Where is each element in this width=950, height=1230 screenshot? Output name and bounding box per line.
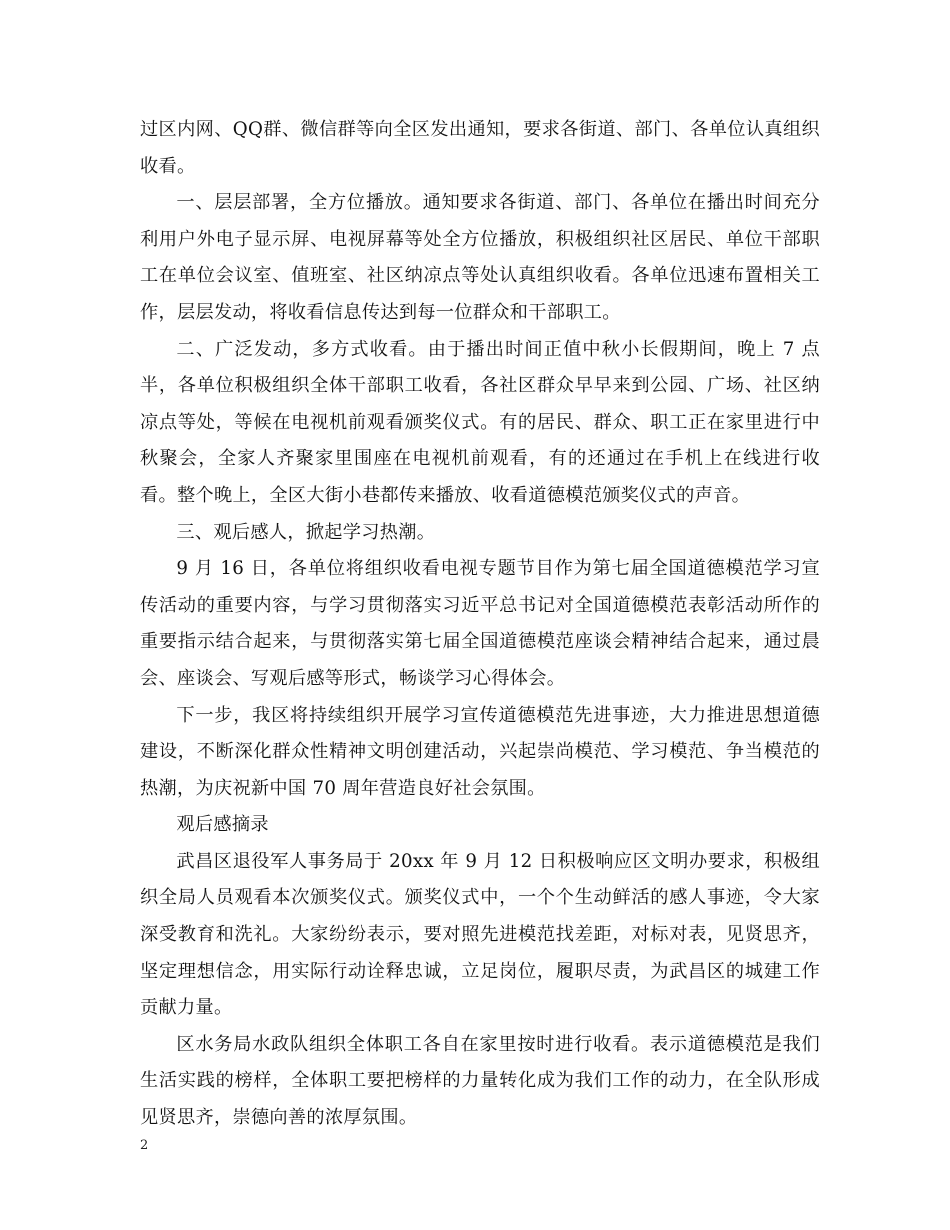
body-paragraph: 二、广泛发动，多方式收看。由于播出时间正值中秋小长假期间，晚上 7 点半，各单位积极组织全体干部职工收看，各社区群众早早来到公园、广场、社区纳凉点等处，等候在电视机前观看颁奖仪式。有的居民、群众、职工正在家里进行中秋聚会，全家人齐聚家里围座在电视机前观看，有的还通过在手机上在线进行收看。整个晚上，全区大街小巷都传来播放、收看道德模范颁奖仪式的声音。 bbox=[140, 338, 820, 506]
body-paragraph: 9 月 16 日，各单位将组织收看电视专题节目作为第七届全国道德模范学习宣传活动的重要内容，与学习贯彻落实习近平总书记对全国道德模范表彰活动所作的重要指示结合起来，与贯彻落实第七届全国道德模范座谈会精神结合起来，通过晨会、座谈会、写观后感等形式，畅谈学习心得体会。 bbox=[140, 558, 820, 689]
section-heading: 三、观后感人，掀起学习热潮。 bbox=[176, 521, 436, 543]
body-paragraph: 一、层层部署，全方位播放。通知要求各街道、部门、各单位在播出时间充分利用户外电子显示屏、电视屏幕等处全方位播放，积极组织社区居民、单位干部职工在单位会议室、值班室、社区纳凉点等处认真组织收看。各单位迅速布置相关工作，层层发动，将收看信息传达到每一位群众和干部职工。 bbox=[140, 192, 820, 323]
body-paragraph: 武昌区退役军人事务局于 20xx 年 9 月 12 日积极响应区文明办要求，积极组织全局人员观看本次颁奖仪式。颁奖仪式中，一个个生动鲜活的感人事迹，令大家深受教育和洗礼。大家纷纷表示，要对照先进模范找差距，对标对表，见贤思齐，坚定理想信念，用实际行动诠释忠诚，立足岗位，履职尽责，为武昌区的城建工作贡献力量。 bbox=[140, 850, 820, 1019]
body-paragraph: 过区内网、QQ群、微信群等向全区发出通知，要求各街道、部门、各单位认真组织收看。 bbox=[140, 119, 820, 177]
page-number: 2 bbox=[140, 1138, 149, 1153]
section-heading: 观后感摘录 bbox=[176, 814, 269, 836]
body-paragraph: 区水务局水政队组织全体职工各自在家里按时进行收看。表示道德模范是我们生活实践的榜样，全体职工要把榜样的力量转化成为我们工作的动力，在全队形成见贤思齐，崇德向善的浓厚氛围。 bbox=[140, 1033, 820, 1129]
document-body bbox=[140, 112, 820, 1137]
body-paragraph: 下一步，我区将持续组织开展学习宣传道德模范先进事迹，大力推进思想道德建设，不断深化群众性精神文明创建活动，兴起崇尚模范、学习模范、争当模范的热潮，为庆祝新中国 70 周年营造良好社会氛围。 bbox=[140, 704, 820, 799]
